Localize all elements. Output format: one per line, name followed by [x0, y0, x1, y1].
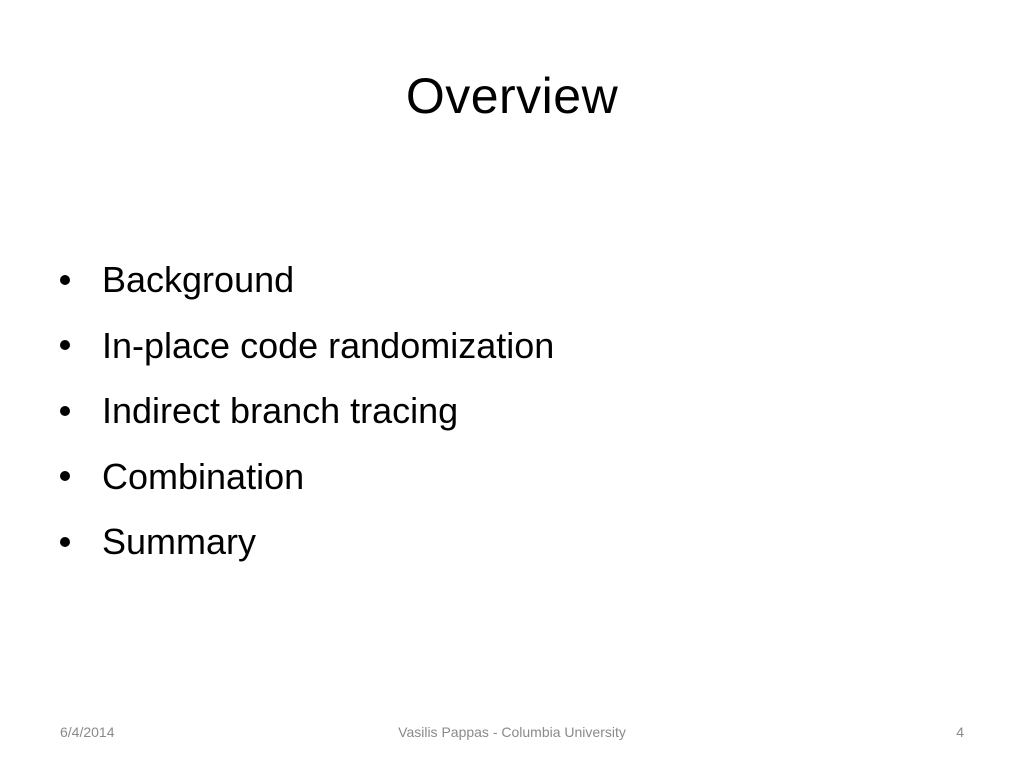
footer-page-number: 4: [956, 724, 964, 740]
bullet-item: [58, 247, 554, 313]
bullet-icon: [60, 340, 70, 350]
footer-date: 6/4/2014: [60, 724, 115, 740]
bullet-icon: [60, 537, 70, 547]
bullet-item: [58, 378, 554, 444]
bullet-text: Background: [102, 259, 295, 300]
bullet-icon: [60, 406, 70, 416]
slide-title: Overview: [405, 68, 619, 124]
bullet-item: [58, 509, 554, 575]
bullet-list: [58, 247, 554, 575]
bullet-item: [58, 313, 554, 379]
bullet-text: Combination: [102, 455, 305, 497]
bullet-icon: [60, 471, 70, 481]
bullet-text: Indirect branch tracing: [102, 390, 459, 431]
bullet-item: [58, 444, 554, 510]
bullet-icon: [60, 275, 70, 285]
bullet-text: In-place code randomization: [102, 324, 555, 366]
bullet-text: Summary: [102, 521, 257, 562]
footer-author: Vasilis Pappas - Columbia University: [398, 724, 626, 740]
